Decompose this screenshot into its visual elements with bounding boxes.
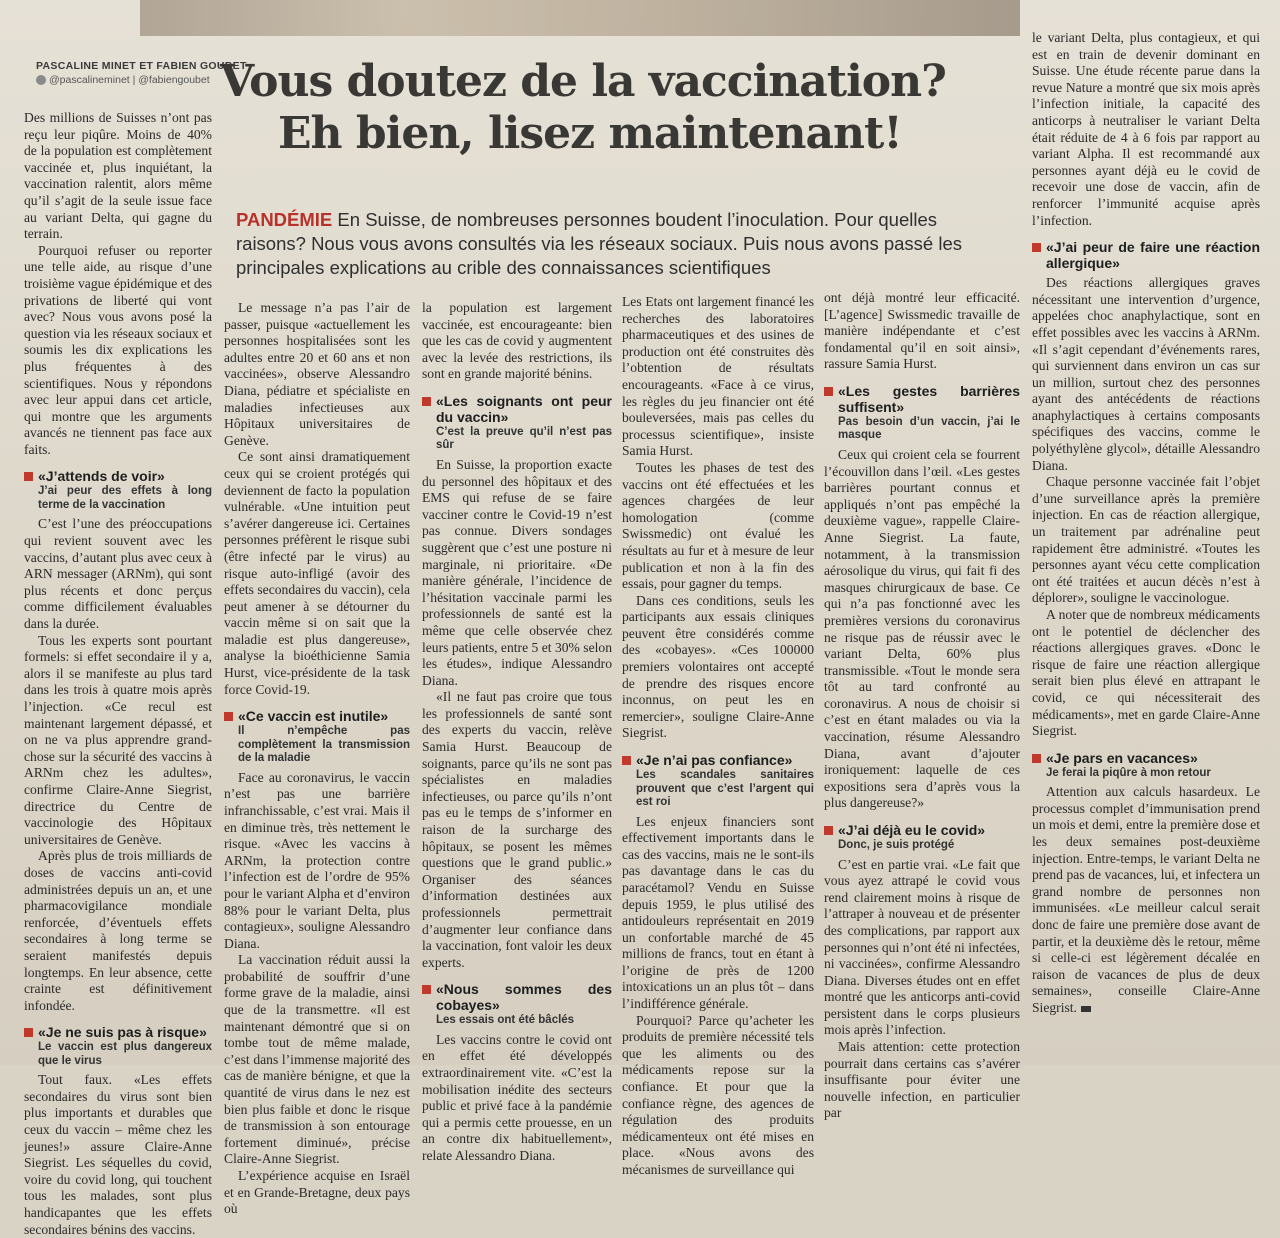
subsection-heading: [1032, 239, 1260, 271]
subsection-deck: Les essais ont été bâclés: [436, 1014, 575, 1027]
paragraph: Face au coronavirus, le vaccin n’est pas une barrière infranchissable, c’est vrai. Mais il en diminue très, très nettement le risque. «Avec les vaccins à ARNm, la protection contre l’infection est de l’ordre de 95% pour le variant Alpha et d’environ 88% pour le variant Delta, plus contagieux», souligne Alessandro Diana.: [224, 769, 410, 951]
subsection-title: «Ce vaccin est inutile»: [238, 708, 389, 725]
paragraph: «Il ne faut pas croire que tous les professionnels de santé sont des experts du vaccin, relève Samia Hurst. Beaucoup de soignants, parce qu’ils ne sont pas spécialistes en maladies infectieuses, ou parce qu’ils n’ont pas eu le temps de s’informer en raison de la surcharge des hôpitaux, se posent les mêmes questions que le grand public.» Organiser des séances d’information destinées aux professionnels permettrait d’augmenter leur confiance dans la vaccination, font valoir les deux experts.: [422, 689, 612, 970]
paragraph: Mais attention: cette protection pourrait dans certains cas s’avérer insuffisante pour éviter une nouvelle infection, en particulier par: [824, 1039, 1020, 1121]
subsection-deck: Il n’empêche pas complètement la transmission de la maladie: [238, 725, 410, 765]
paragraph: Des millions de Suisses n’ont pas reçu leur piqûre. Moins de 40% de la population est complètement vaccinée et, plus inquiétant, la vaccination ralentit, alors même qu’il s’agit de la seule issue face au variant Delta, qui gagne du terrain.: [24, 110, 212, 242]
subsection-title: «Les soignants ont peur du vaccin»: [436, 392, 612, 425]
headline: [220, 56, 1020, 160]
paragraph: Des réactions allergiques graves nécessitant une intervention d’urgence, appelées choc anaphylactique, sont en effet possibles avec les vaccins à ARNm. «Il s’agit cependant d’événements rares, qui surviennent dans environ un cas sur un million, surtout chez des personnes ayant des antécédents de réactions anaphylactiques à certains composants spécifiques des vaccins, comme le polyéthylène glycol», détaille Alessandro Diana.: [1032, 275, 1260, 473]
subsection-deck: Donc, je suis protégé: [838, 839, 955, 852]
red-square-icon: [1032, 754, 1041, 763]
paragraph: Après plus de trois milliards de doses de vaccins anti-covid administrées depuis un an, et une pharmacovigilance mondiale renforcée, d’éventuels effets secondaires à long terme se seraient manifestés depuis longtemps. En leur absence, cette crainte est définitivement infondée.: [24, 848, 212, 1013]
subsection-deck: Je ferai la piqûre à mon retour: [1046, 766, 1211, 779]
subsection-title: «J’ai peur de faire une réaction allergique»: [1046, 239, 1260, 272]
subsection-heading: [1032, 750, 1260, 781]
column-3: [422, 300, 612, 1165]
column-4: [622, 294, 814, 1179]
headline-line-1: Vous doutez de la vaccination?: [220, 56, 946, 107]
subsection-title: «Je ne suis pas à risque»: [38, 1024, 207, 1041]
author-handles-text: @pascalineminet | @fabiengoubet: [49, 74, 210, 86]
lead-text: En Suisse, de nombreuses personnes boudent l’inoculation. Pour quelles raisons? Nous vous avons consultés via les réseaux sociaux. Puis nous avons passé les principales explications au crible des connaissances scientifiques: [236, 209, 962, 278]
paragraph: Dans ces conditions, seuls les participants aux essais cliniques peuvent être considérés comme des «cobayes». «Ces 100000 premiers volontaires ont accepté de prendre des risques encore inconnus, on peut les en remercier», souligne Claire-Anne Siegrist.: [622, 592, 814, 741]
byline: [36, 60, 247, 86]
paragraph: En Suisse, la proportion exacte du personnel des hôpitaux et des EMS qui refuse de se faire vacciner contre le Covid-19 n’est pas connue. Divers sondages suggèrent que c’est une posture ni marginale, ni prioritaire. «De manière générale, l’incidence de l’hésitation vaccinale parmi les professionnels de santé est la même que celle observée chez leurs patients, entre 5 et 30% selon les études», indique Alessandro Diana.: [422, 456, 612, 688]
red-square-icon: [24, 1028, 33, 1037]
author-handles: [36, 74, 247, 86]
paragraph: Ce sont ainsi dramatiquement ceux qui se croient protégés qui deviennent de facto la population vulnérable. «Une intuition peut s’avérer dangereuse ici. Certaines personnes préfèrent le risque subi (être infecté par le virus) au risque auto-infligé (avoir des effets secondaires du vaccin), cela peut amener à se détourner du vaccin même si on sait que la maladie est plus dangereuse», analyse la bioéthicienne Samia Hurst, vice-présidente de la task force Covid-19.: [224, 449, 410, 697]
paragraph: Tout faux. «Les effets secondaires du virus sont bien plus importants et durables que ceux du vaccin – même chez les jeunes!» assure Claire-Anne Siegrist. Les séquelles du covid, voire du covid long, qui touchent tous les malades, sont plus handicapantes que les effets secondaires bénins des vaccins.: [24, 1072, 212, 1237]
subsection-heading: [824, 822, 1020, 853]
subsection-title: «Je n’ai pas confiance»: [636, 752, 793, 769]
subsection-heading: [422, 981, 612, 1028]
subsection-deck: J’ai peur des effets à long terme de la vaccination: [38, 485, 212, 511]
paragraph: Tous les experts sont pourtant formels: si effet secondaire il y a, alors il se manifeste au plus tard dans les trois à quatre mois après l’injection. «Ce recul est maintenant largement dépassé, et on ne va plus apprendre grand-chose sur la sécurité des vaccins à ARNm chez les adultes», confirme Claire-Anne Siegrist, directrice du Centre de vaccinologie des Hôpitaux universitaires de Genève.: [24, 632, 212, 847]
lead-paragraph: [236, 208, 1004, 280]
paragraph: La vaccination réduit aussi la probabilité de souffrir d’une forme grave de la maladie, ainsi que de la transmettre. «Il est maintenant démontré que si on tombe tout de même malade, c’est dans l’immense majorité des cas de manière bénigne, et que la quantité de virus dans le nez est bien plus faible et donc le risque de transmission à son entourage fortement diminué», précise Claire-Anne Siegrist.: [224, 952, 410, 1167]
column-5: [824, 290, 1020, 1122]
red-square-icon: [824, 826, 833, 835]
subsection-deck: Pas besoin d’un vaccin, j’ai le masque: [838, 415, 1020, 442]
paragraph: le variant Delta, plus contagieux, et qui est en train de devenir dominant en Suisse. Une étude récente parue dans la revue Nature a montré que six mois après l’infection initiale, la capacité des anticorps à neutraliser le variant Delta était réduite de 4 à 6 fois par rapport au variant Alpha. Il est recommandé aux personnes ayant déjà eu le covid de recevoir une dose de vaccin, afin de renforcer l’immunité acquise après l’infection.: [1032, 30, 1260, 228]
subsection-deck: Le vaccin est plus dangereux que le virus: [38, 1041, 212, 1067]
red-square-icon: [824, 387, 833, 396]
subsection-title: «J’ai déjà eu le covid»: [838, 822, 986, 839]
subsection-title: «Nous sommes des cobayes»: [436, 981, 612, 1014]
subsection-heading: [422, 393, 612, 453]
paragraph: C’est en partie vrai. «Le fait que vous ayez attrapé le covid vous rend clairement moins à risque de l’attraper à nouveau et de présenter des complications, par rapport aux personnes qui n’ont été ni infectées, ni vaccinées», confirme Alessandro Diana. Diverses études ont en effet montré que les anticorps anti-covid persistent dans le corps plusieurs mois après l’infection.: [824, 856, 1020, 1038]
subsection-heading: [24, 468, 212, 512]
headline-line-2: Eh bien, lisez maintenant!: [278, 108, 902, 159]
subsection-heading: [622, 752, 814, 810]
subsection-heading: [24, 1024, 212, 1068]
red-square-icon: [422, 985, 431, 994]
subsection-deck: Les scandales sanitaires prouvent que c’est l’argent qui est roi: [636, 769, 814, 809]
paragraph: Chaque personne vaccinée fait l’objet d’une surveillance après la première injection. En cas de réaction allergique, un traitement par adrénaline peut rapidement être administré. «Toutes les personnes ayant vécu cette complication ont été traitées et aucun décès n’est à déplorer», souligne le vaccinologue.: [1032, 474, 1260, 606]
paragraph: Pourquoi? Parce qu’acheter les produits de première nécessité tels que les aliments ou des médicaments repose sur la confiance. Et pour que la confiance règne, des agences de régulation des produits médicamenteux ont été mises en place. «Nous avons des mécanismes de surveillance qui: [622, 1012, 814, 1177]
paragraph: L’expérience acquise en Israël et en Grande-Bretagne, deux pays où: [224, 1168, 410, 1217]
top-photo-strip: [140, 0, 1020, 44]
red-square-icon: [622, 756, 631, 765]
paragraph: A noter que de nombreux médicaments ont le potentiel de déclencher des réactions allergiques graves. «Donc le risque de faire une réaction allergique serait bien plus élevé en attrapant le covid, ce qui nécessiterait des médicaments», met en garde Claire-Anne Siegrist.: [1032, 607, 1260, 739]
subsection-heading: [224, 708, 410, 766]
red-square-icon: [1032, 243, 1041, 252]
paragraph: Le message n’a pas l’air de passer, puisque «actuellement les personnes hospitalisées sont les adultes entre 20 et 60 ans et non vaccinées», observe Alessandro Diana, pédiatre et spécialiste en maladies infectieuses aux Hôpitaux universitaires de Genève.: [224, 300, 410, 448]
paragraph: Les vaccins contre le covid ont en effet été développés extraordinairement vite. «C’est la mobilisation inédite des secteurs public et privé face à la pandémie qui a permis cette prouesse, en un an contre dix habituellement», relate Alessandro Diana.: [422, 1031, 612, 1164]
end-of-article-icon: [1081, 1006, 1091, 1012]
red-square-icon: [224, 712, 233, 721]
paragraph: Ceux qui croient cela se fourrent l’écouvillon dans l’œil. «Les gestes barrières pourtant connus et appliqués n’ont pas empêché la deuxième vague», rappelle Claire-Anne Siegrist. La faute, notamment, à la transmission aérosolique du virus, qui fait fi des masques chirurgicaux de base. Ce qui n’a pas fonctionné avec les premières versions du coronavirus ne risque pas de réussir avec le variant Delta, 60% plus transmissible. «Tout le monde sera tôt au tard confronté au coronavirus. A nous de choisir si c’est en étant malades ou via la vaccination, résume Alessandro Diana, avant d’ajouter ironiquement: laquelle de ces expositions sera d’après vous la plus dangereuse?»: [824, 446, 1020, 811]
paragraph-text: Attention aux calculs hasardeux. Le processus complet d’immunisation prend un mois et demi, entre la première dose et les deux semaines post-deuxième injection. Entre-temps, le variant Delta ne prend pas de vacances, lui, et infectera un grand nombre de personnes non immunisées. «Le meilleur calcul serait donc de faire une première dose avant de partir, et la deuxième dès le retour, même si celle-ci est légèrement décalée en raison de vacances de plus de deux semaines», conseille Claire-Anne Siegrist.: [1032, 784, 1260, 1015]
paragraph: [1032, 784, 1260, 1016]
column-2: [224, 300, 410, 1218]
kicker: PANDÉMIE: [236, 209, 333, 230]
paragraph: la population est largement vaccinée, est encourageante: bien que les cas de covid y augmentent avec la levée des restrictions, ils sont en grande majorité bénins.: [422, 300, 612, 382]
paragraph: Toutes les phases de test des vaccins ont été effectuées et les agences chargées de leur homologation (comme Swissmedic) ont évalué les résultats au fur et à mesure de leur publication et non à la fin des essais, pour gagner du temps.: [622, 459, 814, 592]
subsection-heading: [824, 383, 1020, 443]
paragraph: ont déjà montré leur efficacité. [L’agence] Swissmedic travaille de manière indépendante et c’est fondamental qu’il en soit ainsi», rassure Samia Hurst.: [824, 290, 1020, 372]
paragraph: C’est l’une des préoccupations qui revient souvent avec les vaccins, d’autant plus avec ceux à ARN messager (ARNm), qui sont plus récents et donc perçus comme difficilement évaluables dans la durée.: [24, 516, 212, 632]
subsection-deck: C’est la preuve qu’il n’est pas sûr: [436, 425, 612, 452]
author-names: PASCALINE MINET ET FABIEN GOUBET: [36, 60, 247, 72]
column-1: [24, 110, 212, 1238]
twitter-icon: [36, 75, 46, 85]
red-square-icon: [24, 472, 33, 481]
subsection-title: «Je pars en vacances»: [1046, 749, 1198, 766]
column-6: [1032, 30, 1260, 1017]
red-square-icon: [422, 397, 431, 406]
subsection-title: «Les gestes barrières suffisent»: [838, 382, 1020, 415]
paragraph: Les Etats ont largement financé les recherches des laboratoires pharmaceutiques et des usines de production ont été construites dès l’obtention de résultats encourageants. «Face à ce virus, les règles du jeu financier ont été bouleversées, mais pas celles du processus scientifique», insiste Samia Hurst.: [622, 294, 814, 459]
subsection-title: «J’attends de voir»: [38, 468, 165, 485]
paragraph: Pourquoi refuser ou reporter une telle aide, au risque d’une troisième vague épidémique et des privations de liberté qui vont avec? Nous vous avons posé la question via les réseaux sociaux et soumis les dix explications les plus fréquentes à des scientifiques. Nous y répondons avec leur appui dans cet article, qui montre que les arguments avancés ne tiennent pas face aux faits.: [24, 242, 212, 457]
paragraph: Les enjeux financiers sont effectivement importants dans le cas des vaccins, mais ne le sont-ils pas davantage dans le cas du paracétamol? Vendu en Suisse depuis 1959, le plus utilisé des antidouleurs représentait en 2019 un confortable marché de 45 millions de francs, tout en étant à l’origine de près de 1200 intoxications un an plus tôt – dans l’indifférence générale.: [622, 813, 814, 1012]
